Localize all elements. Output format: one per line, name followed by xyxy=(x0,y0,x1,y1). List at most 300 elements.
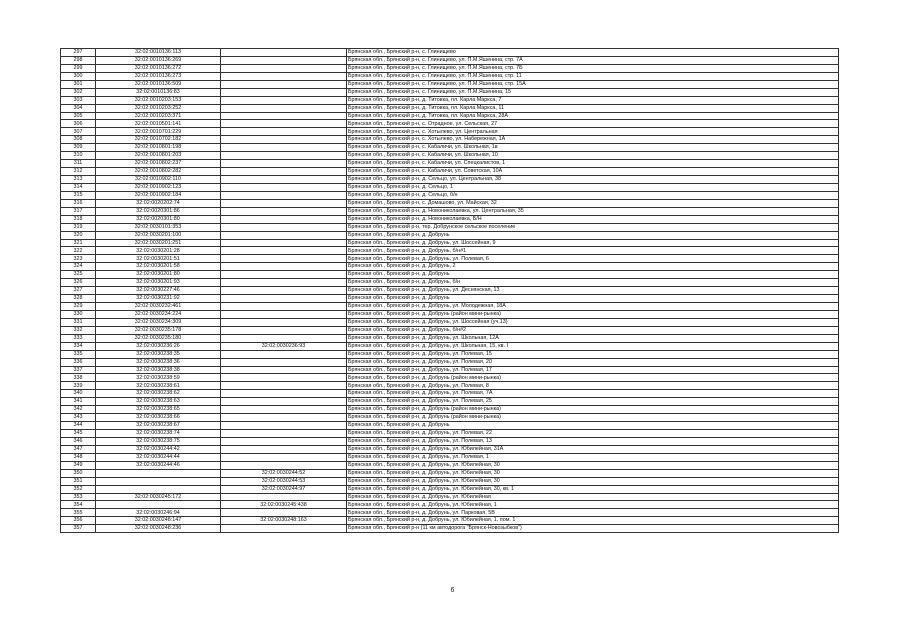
address-cell: Брянская обл., Брянский р-н, д. Сельцо, б/н xyxy=(347,191,839,199)
related-cadastral-number-cell xyxy=(221,382,347,390)
row-number-cell: 353 xyxy=(61,493,96,501)
address-cell: Брянская обл., Брянский р-н, д. Добрунь xyxy=(347,271,839,279)
table-row xyxy=(61,342,839,350)
cadastral-number-cell: 32:02:0010136:272 xyxy=(96,64,221,72)
table-row xyxy=(61,406,839,414)
table-row xyxy=(61,382,839,390)
row-number-cell: 324 xyxy=(61,263,96,271)
table-row xyxy=(61,215,839,223)
row-number-cell: 340 xyxy=(61,390,96,398)
cadastral-number-cell: 32:02:0030201:51 xyxy=(96,255,221,263)
address-cell: Брянская обл., Брянский р-н, д. Добрунь, ул. Школьная, 12А xyxy=(347,334,839,342)
related-cadastral-number-cell xyxy=(221,430,347,438)
table-row xyxy=(61,366,839,374)
address-cell: Брянская обл., Брянский р-н, с. Глинищево, ул. П.М.Яшенина, стр. 7А xyxy=(347,56,839,64)
row-number-cell: 332 xyxy=(61,326,96,334)
table-row xyxy=(61,469,839,477)
related-cadastral-number-cell xyxy=(221,406,347,414)
table-row xyxy=(61,350,839,358)
address-cell: Брянская обл., Брянский р-н, д. Добрунь, ул. Полевая, 15 xyxy=(347,350,839,358)
address-cell: Брянская обл., Брянский р-н, д. Добрунь (район мини-рынка) xyxy=(347,406,839,414)
cadastral-number-cell: 32:02:0030244:44 xyxy=(96,453,221,461)
row-number-cell: 312 xyxy=(61,168,96,176)
table-row xyxy=(61,271,839,279)
related-cadastral-number-cell xyxy=(221,525,347,533)
table-row xyxy=(61,485,839,493)
related-cadastral-number-cell xyxy=(221,398,347,406)
address-cell: Брянская обл., Брянский р-н, д. Титовка, пл. Карла Маркса, 7 xyxy=(347,96,839,104)
related-cadastral-number-cell xyxy=(221,279,347,287)
address-cell: Брянская обл., Брянский р-н, д. Титовка, пл. Карла Маркса, 28А xyxy=(347,112,839,120)
cadastral-number-cell: 32:02:0030238:61 xyxy=(96,382,221,390)
related-cadastral-number-cell xyxy=(221,88,347,96)
table-row xyxy=(61,191,839,199)
address-cell: Брянская обл., Брянский р-н, д. Добрунь, ул. Полевая, 25 xyxy=(347,398,839,406)
cadastral-number-cell: 32:02:0030201:28 xyxy=(96,247,221,255)
table-row xyxy=(61,255,839,263)
cadastral-number-cell: 32:02:0030238:35 xyxy=(96,350,221,358)
table-row xyxy=(61,128,839,136)
address-cell: Брянская обл., Брянский р-н, д. Добрунь, б/н xyxy=(347,279,839,287)
table-row xyxy=(61,72,839,80)
cadastral-number-cell xyxy=(96,477,221,485)
related-cadastral-number-cell xyxy=(221,64,347,72)
table-row xyxy=(61,49,839,57)
table-row xyxy=(61,445,839,453)
related-cadastral-number-cell xyxy=(221,128,347,136)
row-number-cell: 323 xyxy=(61,255,96,263)
address-cell: Брянская обл., Брянский р-н, с. Глинищево, ул. П.М.Яшенина, стр. 11 xyxy=(347,72,839,80)
address-cell: Брянская обл., Брянский р-н, с. Глинищево xyxy=(347,49,839,57)
related-cadastral-number-cell: 32:02:0030248:163 xyxy=(221,517,347,525)
row-number-cell: 309 xyxy=(61,144,96,152)
cadastral-number-cell: 32:02:0030244:42 xyxy=(96,445,221,453)
row-number-cell: 339 xyxy=(61,382,96,390)
related-cadastral-number-cell xyxy=(221,334,347,342)
table-row xyxy=(61,437,839,445)
cadastral-number-cell: 32:02:0020301:86 xyxy=(96,207,221,215)
row-number-cell: 356 xyxy=(61,517,96,525)
address-cell: Брянская обл., Брянский р-н, д. Сельцо, ул. Центральная, 38 xyxy=(347,176,839,184)
row-number-cell: 345 xyxy=(61,430,96,438)
cadastral-number-cell: 32:02:0030238:74 xyxy=(96,430,221,438)
table-row xyxy=(61,112,839,120)
cadastral-number-cell: 32:02:0030246:94 xyxy=(96,509,221,517)
cadastral-number-cell: 32:02:0030238:67 xyxy=(96,422,221,430)
cadastral-table xyxy=(60,48,839,533)
table-row xyxy=(61,64,839,72)
table-row xyxy=(61,80,839,88)
address-cell: Брянская обл., Брянский р-н, с. Кабаличи, ул. Школьная, 10 xyxy=(347,152,839,160)
cadastral-number-cell: 32:02:0030248:236 xyxy=(96,525,221,533)
row-number-cell: 346 xyxy=(61,437,96,445)
cadastral-number-cell: 32:02:0030201:93 xyxy=(96,279,221,287)
cadastral-number-cell: 32:02:0030231:92 xyxy=(96,295,221,303)
cadastral-number-cell: 32:02:0030238:38 xyxy=(96,366,221,374)
address-cell: Брянская обл., Брянский р-н, д. Добрунь, ул. Деснянская, 13 xyxy=(347,287,839,295)
table-row xyxy=(61,279,839,287)
address-cell: Брянская обл., Брянский р-н, д. Добрунь, ул. Полевая, 22 xyxy=(347,430,839,438)
related-cadastral-number-cell xyxy=(221,263,347,271)
cadastral-number-cell: 32:02:0010136:509 xyxy=(96,80,221,88)
row-number-cell: 351 xyxy=(61,477,96,485)
cadastral-number-cell: 32:02:0030201:251 xyxy=(96,239,221,247)
row-number-cell: 330 xyxy=(61,310,96,318)
related-cadastral-number-cell xyxy=(221,358,347,366)
cadastral-number-cell xyxy=(96,469,221,477)
table-row xyxy=(61,168,839,176)
row-number-cell: 303 xyxy=(61,96,96,104)
address-cell: Брянская обл., Брянский р-н, д. Добрунь, ул. Полевая, 1 xyxy=(347,453,839,461)
address-cell: Брянская обл., Брянский р-н, с. Глинищево, ул. П.М.Яшенина, стр. 7Б xyxy=(347,64,839,72)
table-row xyxy=(61,303,839,311)
related-cadastral-number-cell xyxy=(221,295,347,303)
address-cell: Брянская обл., Брянский р-н, д. Добрунь, ул. Полевая, 17 xyxy=(347,366,839,374)
related-cadastral-number-cell xyxy=(221,271,347,279)
table-row xyxy=(61,334,839,342)
address-cell: Брянская обл., Брянский р-н, д. Добрунь, ул. Полевая, 20 xyxy=(347,358,839,366)
address-cell: Брянская обл., Брянский р-н, с. Домашово, ул. Майская, 32 xyxy=(347,199,839,207)
row-number-cell: 300 xyxy=(61,72,96,80)
row-number-cell: 311 xyxy=(61,160,96,168)
table-row xyxy=(61,493,839,501)
address-cell: Брянская обл., Брянский р-н, с. Кабаличи, ул. Школьная, 1в xyxy=(347,144,839,152)
address-cell: Брянская обл., Брянский р-н, с. Кабаличи, ул. Советская, 10А xyxy=(347,168,839,176)
related-cadastral-number-cell xyxy=(221,326,347,334)
row-number-cell: 305 xyxy=(61,112,96,120)
table-row xyxy=(61,247,839,255)
row-number-cell: 319 xyxy=(61,223,96,231)
address-cell: Брянская обл., Брянский р-н, с. Хотылево, ул. Центральная xyxy=(347,128,839,136)
related-cadastral-number-cell xyxy=(221,96,347,104)
address-cell: Брянская обл., Брянский р-н, д. Добрунь, ул. Юбилейная, 30 xyxy=(347,461,839,469)
row-number-cell: 350 xyxy=(61,469,96,477)
address-cell: Брянская обл., Брянский р-н, д. Добрунь, 2 xyxy=(347,263,839,271)
related-cadastral-number-cell xyxy=(221,390,347,398)
table-row xyxy=(61,88,839,96)
row-number-cell: 329 xyxy=(61,303,96,311)
row-number-cell: 326 xyxy=(61,279,96,287)
row-number-cell: 298 xyxy=(61,56,96,64)
related-cadastral-number-cell xyxy=(221,144,347,152)
cadastral-number-cell: 32:02:0020202:74 xyxy=(96,199,221,207)
row-number-cell: 320 xyxy=(61,231,96,239)
related-cadastral-number-cell xyxy=(221,80,347,88)
related-cadastral-number-cell xyxy=(221,453,347,461)
row-number-cell: 333 xyxy=(61,334,96,342)
cadastral-number-cell: 32:02:0030235:178 xyxy=(96,326,221,334)
row-number-cell: 321 xyxy=(61,239,96,247)
table-row xyxy=(61,144,839,152)
row-number-cell: 338 xyxy=(61,374,96,382)
cadastral-number-cell: 32:02:0010801:198 xyxy=(96,144,221,152)
row-number-cell: 336 xyxy=(61,358,96,366)
address-cell: Брянская обл., Брянский р-н, д. Добрунь, ул. Юбилейная, 1 xyxy=(347,501,839,509)
address-cell: Брянская обл., Брянский р-н, д. Добрунь, ул. Юбилейная, 30, кв. 1 xyxy=(347,485,839,493)
cadastral-number-cell: 32:02:0030244:46 xyxy=(96,461,221,469)
address-cell: Брянская обл., Брянский р-н, д. Добрунь, ул. Шоссейная (уч.13) xyxy=(347,318,839,326)
table-row xyxy=(61,223,839,231)
row-number-cell: 299 xyxy=(61,64,96,72)
cadastral-number-cell: 32:02:0010136:83 xyxy=(96,88,221,96)
address-cell: Брянская обл., Брянский р-н, с. Глинищево, ул. П.М.Яшенина, стр. 15А xyxy=(347,80,839,88)
cadastral-number-cell: 32:02:0030235:180 xyxy=(96,334,221,342)
related-cadastral-number-cell xyxy=(221,437,347,445)
cadastral-number-cell xyxy=(96,501,221,509)
row-number-cell: 297 xyxy=(61,49,96,57)
row-number-cell: 302 xyxy=(61,88,96,96)
related-cadastral-number-cell xyxy=(221,183,347,191)
row-number-cell: 344 xyxy=(61,422,96,430)
table-row xyxy=(61,96,839,104)
cadastral-number-cell: 32:02:0010203:153 xyxy=(96,96,221,104)
table-row xyxy=(61,287,839,295)
related-cadastral-number-cell xyxy=(221,287,347,295)
table-row xyxy=(61,239,839,247)
cadastral-number-cell: 32:02:0030101:353 xyxy=(96,223,221,231)
address-cell: Брянская обл., Брянский р-н, д. Добрунь, ул. Юбилейная, 1, пом. 1 xyxy=(347,517,839,525)
related-cadastral-number-cell: 32:02:0030244:97 xyxy=(221,485,347,493)
table-row xyxy=(61,390,839,398)
row-number-cell: 341 xyxy=(61,398,96,406)
related-cadastral-number-cell xyxy=(221,318,347,326)
related-cadastral-number-cell xyxy=(221,366,347,374)
address-cell: Брянская обл., Брянский р-н, д. Новониколаевка, Б/Н xyxy=(347,215,839,223)
address-cell: Брянская обл., Брянский р-н, д. Добрунь, ул. Полевая, 8 xyxy=(347,382,839,390)
table-row xyxy=(61,295,839,303)
related-cadastral-number-cell: 32:02:0030244:53 xyxy=(221,477,347,485)
related-cadastral-number-cell xyxy=(221,104,347,112)
cadastral-number-cell: 32:02:0030201:100 xyxy=(96,231,221,239)
related-cadastral-number-cell xyxy=(221,152,347,160)
table-row xyxy=(61,509,839,517)
table-row xyxy=(61,461,839,469)
related-cadastral-number-cell xyxy=(221,414,347,422)
address-cell: Брянская обл., Брянский р-н, д. Добрунь, ул. Молодежная, 18А xyxy=(347,303,839,311)
row-number-cell: 331 xyxy=(61,318,96,326)
related-cadastral-number-cell xyxy=(221,168,347,176)
cadastral-number-cell: 32:02:0010902:184 xyxy=(96,191,221,199)
cadastral-number-cell: 32:02:0030238:36 xyxy=(96,358,221,366)
row-number-cell: 325 xyxy=(61,271,96,279)
related-cadastral-number-cell xyxy=(221,509,347,517)
address-cell: Брянская обл., Брянский р-н, д. Новониколаевка, ул. Центральная, 35 xyxy=(347,207,839,215)
address-cell: Брянская обл., Брянский р-н, д. Добрунь xyxy=(347,231,839,239)
cadastral-number-cell: 32:02:0030238:59 xyxy=(96,374,221,382)
row-number-cell: 343 xyxy=(61,414,96,422)
row-number-cell: 348 xyxy=(61,453,96,461)
cadastral-number-cell: 32:02:0030227:46 xyxy=(96,287,221,295)
related-cadastral-number-cell xyxy=(221,207,347,215)
row-number-cell: 337 xyxy=(61,366,96,374)
related-cadastral-number-cell xyxy=(221,112,347,120)
table-row xyxy=(61,183,839,191)
address-cell: Брянская обл., Брянский р-н, д. Добрунь xyxy=(347,422,839,430)
row-number-cell: 301 xyxy=(61,80,96,88)
related-cadastral-number-cell xyxy=(221,310,347,318)
table-row xyxy=(61,374,839,382)
table-row xyxy=(61,136,839,144)
address-cell: Брянская обл., Брянский р-н, с. Отрадное, ул. Сельская, 27 xyxy=(347,120,839,128)
table-row xyxy=(61,326,839,334)
related-cadastral-number-cell xyxy=(221,350,347,358)
cadastral-number-cell: 32:02:0010802:237 xyxy=(96,160,221,168)
row-number-cell: 315 xyxy=(61,191,96,199)
address-cell: Брянская обл., Брянский р-н, д. Добрунь, ул. Полевая, 7А xyxy=(347,390,839,398)
related-cadastral-number-cell xyxy=(221,49,347,57)
table-row xyxy=(61,120,839,128)
address-cell: Брянская обл., Брянский р-н, тер. Добрунское сельское поселение xyxy=(347,223,839,231)
address-cell: Брянская обл., Брянский р-н, д. Добрунь, ул. Юбилейная, 30 xyxy=(347,469,839,477)
row-number-cell: 306 xyxy=(61,120,96,128)
row-number-cell: 347 xyxy=(61,445,96,453)
related-cadastral-number-cell xyxy=(221,223,347,231)
table-row xyxy=(61,422,839,430)
address-cell: Брянская обл., Брянский р-н, д. Титовка, пл. Карла Маркса, 11 xyxy=(347,104,839,112)
address-cell: Брянская обл., Брянский р-н, д. Добрунь, б/н#1 xyxy=(347,247,839,255)
page-number: 6 xyxy=(450,587,455,594)
related-cadastral-number-cell xyxy=(221,461,347,469)
related-cadastral-number-cell xyxy=(221,160,347,168)
cadastral-number-cell: 32:02:0010136:113 xyxy=(96,49,221,57)
row-number-cell: 314 xyxy=(61,183,96,191)
table-row xyxy=(61,231,839,239)
table-body xyxy=(61,49,839,533)
row-number-cell: 308 xyxy=(61,136,96,144)
cadastral-number-cell: 32:02:0030232:461 xyxy=(96,303,221,311)
cadastral-number-cell xyxy=(96,485,221,493)
row-number-cell: 318 xyxy=(61,215,96,223)
address-cell: Брянская обл., Брянский р-н, с. Хотылево, ул. Набережная, 1А xyxy=(347,136,839,144)
cadastral-number-cell: 32:02:0010203:252 xyxy=(96,104,221,112)
related-cadastral-number-cell xyxy=(221,303,347,311)
table-row xyxy=(61,310,839,318)
cadastral-number-cell: 32:02:0030238:75 xyxy=(96,437,221,445)
cadastral-number-cell: 32:02:0030234:309 xyxy=(96,318,221,326)
cadastral-number-cell: 32:02:0010902:123 xyxy=(96,183,221,191)
address-cell: Брянская обл., Брянский р-н, д. Добрунь, ул. Полевая, 13 xyxy=(347,437,839,445)
address-cell: Брянская обл., Брянский р-н, д. Добрунь, ул. Школьная, 15, кв. I xyxy=(347,342,839,350)
row-number-cell: 313 xyxy=(61,176,96,184)
row-number-cell: 322 xyxy=(61,247,96,255)
row-number-cell: 316 xyxy=(61,199,96,207)
table-row xyxy=(61,525,839,533)
address-cell: Брянская обл., Брянский р-н, д. Добрунь (район мини-рынка) xyxy=(347,414,839,422)
table-row xyxy=(61,398,839,406)
row-number-cell: 307 xyxy=(61,128,96,136)
row-number-cell: 317 xyxy=(61,207,96,215)
row-number-cell: 335 xyxy=(61,350,96,358)
address-cell: Брянская обл., Брянский р-н, д. Добрунь, ул. Юбилейная, 31А xyxy=(347,445,839,453)
related-cadastral-number-cell xyxy=(221,445,347,453)
cadastral-number-cell: 32:02:0010801:203 xyxy=(96,152,221,160)
table-row xyxy=(61,263,839,271)
address-cell: Брянская обл., Брянский р-н, д. Добрунь (район мини-рынка) xyxy=(347,310,839,318)
address-cell: Брянская обл., Брянский р-н, д. Добрунь xyxy=(347,295,839,303)
row-number-cell: 328 xyxy=(61,295,96,303)
row-number-cell: 354 xyxy=(61,501,96,509)
related-cadastral-number-cell xyxy=(221,191,347,199)
table-row xyxy=(61,477,839,485)
related-cadastral-number-cell: 32:02:0030245:438 xyxy=(221,501,347,509)
row-number-cell: 310 xyxy=(61,152,96,160)
address-cell: Брянская обл., Брянский р-н, д. Сельцо, 1 xyxy=(347,183,839,191)
table-row xyxy=(61,501,839,509)
address-cell: Брянская обл., Брянский р-н, д. Добрунь, ул. Юбилейная, 30 xyxy=(347,477,839,485)
row-number-cell: 357 xyxy=(61,525,96,533)
table-row xyxy=(61,358,839,366)
table-row xyxy=(61,414,839,422)
cadastral-number-cell: 32:02:0030245:172 xyxy=(96,493,221,501)
row-number-cell: 349 xyxy=(61,461,96,469)
related-cadastral-number-cell xyxy=(221,231,347,239)
related-cadastral-number-cell xyxy=(221,199,347,207)
table-row xyxy=(61,430,839,438)
address-cell: Брянская обл., Брянский р-н, д. Добрунь, ул. Шоссейная, 9 xyxy=(347,239,839,247)
table-row xyxy=(61,453,839,461)
table-row xyxy=(61,517,839,525)
related-cadastral-number-cell xyxy=(221,176,347,184)
cadastral-number-cell: 32:02:0030238:62 xyxy=(96,390,221,398)
related-cadastral-number-cell xyxy=(221,493,347,501)
cadastral-number-cell: 32:02:0010701:229 xyxy=(96,128,221,136)
row-number-cell: 355 xyxy=(61,509,96,517)
cadastral-number-cell: 32:02:0030201:80 xyxy=(96,271,221,279)
cadastral-number-cell: 32:02:0030234:224 xyxy=(96,310,221,318)
table-row xyxy=(61,199,839,207)
row-number-cell: 334 xyxy=(61,342,96,350)
cadastral-number-cell: 32:02:0010136:269 xyxy=(96,56,221,64)
row-number-cell: 327 xyxy=(61,287,96,295)
related-cadastral-number-cell xyxy=(221,72,347,80)
address-cell: Брянская обл., Брянский р-н, д. Добрунь, ул. Парковая, 5В xyxy=(347,509,839,517)
row-number-cell: 352 xyxy=(61,485,96,493)
related-cadastral-number-cell xyxy=(221,120,347,128)
table-row xyxy=(61,104,839,112)
table-row xyxy=(61,176,839,184)
address-cell: Брянская обл., Брянский р-н, д. Добрунь, ул. Юбилейная xyxy=(347,493,839,501)
cadastral-number-cell: 32:02:0020301:80 xyxy=(96,215,221,223)
cadastral-number-cell: 32:02:0030238:66 xyxy=(96,414,221,422)
cadastral-number-cell: 32:02:0010902:110 xyxy=(96,176,221,184)
row-number-cell: 304 xyxy=(61,104,96,112)
related-cadastral-number-cell xyxy=(221,215,347,223)
cadastral-number-cell: 32:02:0010136:273 xyxy=(96,72,221,80)
table-row xyxy=(61,152,839,160)
related-cadastral-number-cell: 32:02:0030236:93 xyxy=(221,342,347,350)
cadastral-number-cell: 32:02:0010203:371 xyxy=(96,112,221,120)
cadastral-number-cell: 32:02:0010702:182 xyxy=(96,136,221,144)
cadastral-number-cell: 32:02:0030238:65 xyxy=(96,406,221,414)
address-cell: Брянская обл., Брянский р-н, д. Добрунь, б/н#2 xyxy=(347,326,839,334)
cadastral-number-cell: 32:02:0030238:63 xyxy=(96,398,221,406)
table-row xyxy=(61,207,839,215)
address-cell: Брянская обл., Брянский р-н (11 км автодорога "Брянск-Новозыбков") xyxy=(347,525,839,533)
address-cell: Брянская обл., Брянский р-н, с. Глинищево, ул. П.М.Яшенина, 15 xyxy=(347,88,839,96)
table-row xyxy=(61,160,839,168)
address-cell: Брянская обл., Брянский р-н, д. Добрунь (район мини-рынка) xyxy=(347,374,839,382)
related-cadastral-number-cell xyxy=(221,422,347,430)
related-cadastral-number-cell xyxy=(221,255,347,263)
cadastral-number-cell: 32:02:0030201:58 xyxy=(96,263,221,271)
table-row xyxy=(61,318,839,326)
table-row xyxy=(61,56,839,64)
related-cadastral-number-cell xyxy=(221,247,347,255)
related-cadastral-number-cell xyxy=(221,239,347,247)
cadastral-number-cell: 32:02:0010501:141 xyxy=(96,120,221,128)
cadastral-number-cell: 32:02:0030236:26 xyxy=(96,342,221,350)
related-cadastral-number-cell: 32:02:0030244:52 xyxy=(221,469,347,477)
